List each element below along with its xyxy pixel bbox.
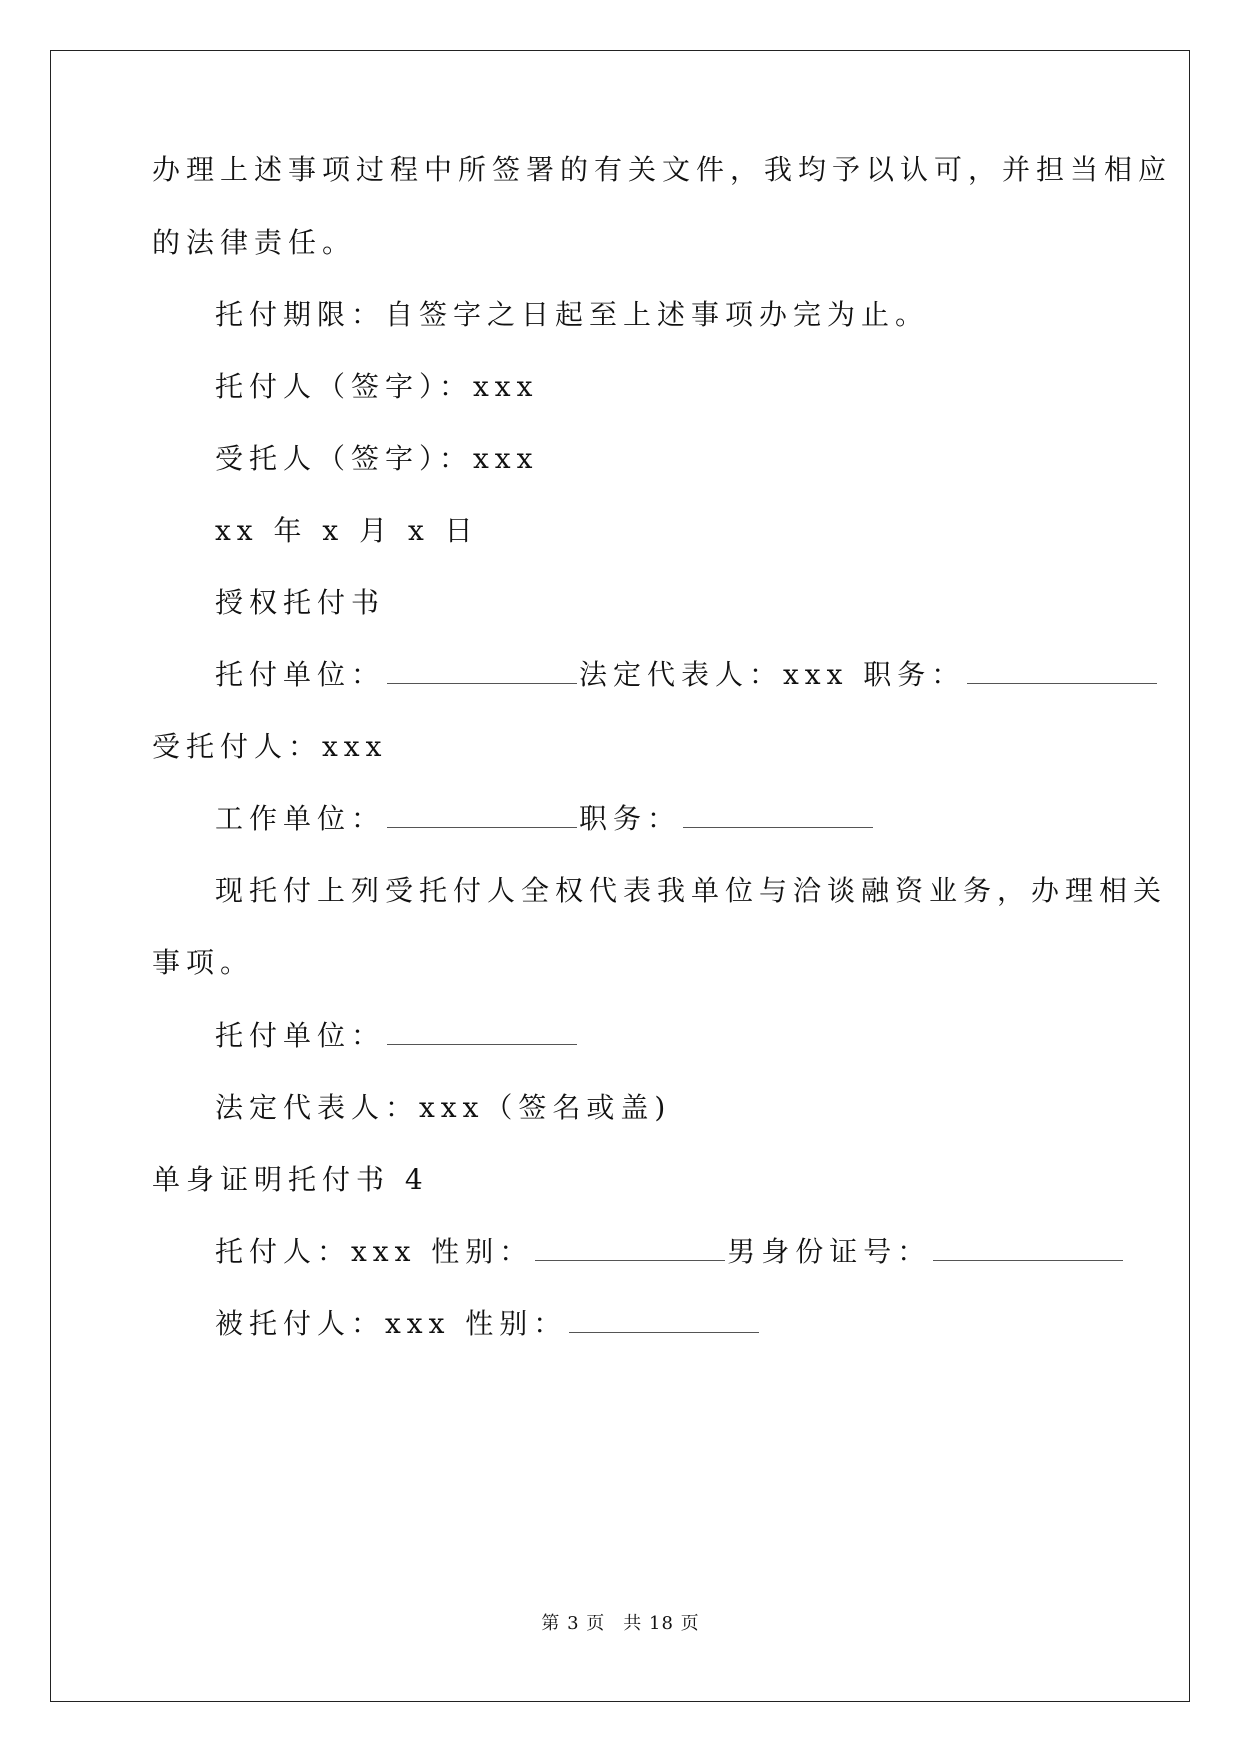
paragraph-text: 托付人（签字）：xxx	[215, 370, 539, 403]
form-line	[215, 657, 1159, 693]
paragraph-text: 受托付人：xxx	[152, 730, 388, 763]
paragraph-text: 托付期限：自签字之日起至上述事项办完为止。	[215, 298, 930, 331]
page-footer	[0, 1612, 1241, 1636]
form-line	[215, 1234, 1125, 1270]
blank-field	[967, 657, 1157, 684]
paragraph-text: 受托人（签字）：xxx	[215, 442, 539, 475]
form-label: 托付人：xxx 性别：	[215, 1235, 534, 1268]
section-title: 单身证明托付书 4	[152, 1163, 429, 1196]
form-label: 托付单位：	[215, 1019, 386, 1052]
form-line	[215, 801, 875, 837]
form-label: 工作单位：	[215, 802, 386, 835]
paragraph-text: 办理上述事项过程中所签署的有关文件，我均予以认可，并担当相应	[152, 153, 1173, 186]
form-label: 法定代表人：xxx 职务：	[579, 658, 966, 691]
blank-field	[387, 1018, 577, 1045]
blank-field	[683, 801, 873, 828]
date-line: xx 年 x 月 x 日	[215, 514, 479, 547]
page-number: 第 3 页	[541, 1613, 606, 1634]
blank-field	[569, 1306, 759, 1333]
form-label: 被托付人：xxx 性别：	[215, 1307, 568, 1340]
form-line	[215, 1018, 579, 1054]
form-line	[215, 1306, 761, 1342]
paragraph-text: 现托付上列受托付人全权代表我单位与洽谈融资业务，办理相关	[215, 874, 1168, 907]
paragraph-text: 的法律责任。	[152, 226, 357, 259]
form-label: 职务：	[579, 802, 682, 835]
blank-field	[933, 1234, 1123, 1261]
paragraph-text: 法定代表人：xxx（签名或盖)	[215, 1091, 672, 1124]
paragraph-text: 事项。	[152, 946, 255, 979]
section-title: 授权托付书	[215, 586, 386, 619]
form-label: 男身份证号：	[727, 1235, 932, 1268]
blank-field	[387, 801, 577, 828]
blank-field	[535, 1234, 725, 1261]
blank-field	[387, 657, 577, 684]
form-label: 托付单位：	[215, 658, 386, 691]
page-total: 共 18 页	[623, 1613, 700, 1634]
